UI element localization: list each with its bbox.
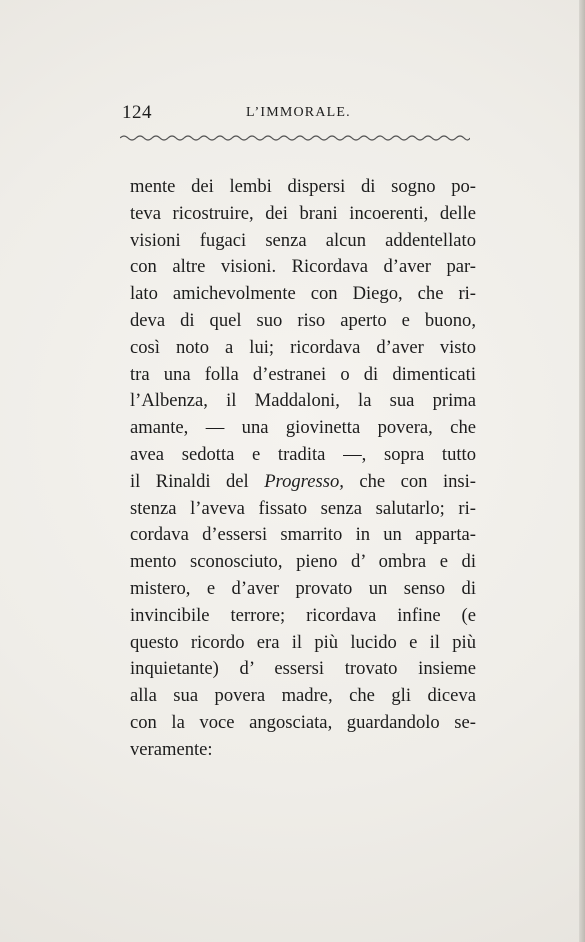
text-line [130,469,476,496]
text-line: cordava d’essersi smarrito in un apparta- [130,524,476,546]
text-line: alla sua povera madre, che gli diceva [130,685,476,707]
page-header [122,102,472,126]
page-number: 124 [122,102,152,123]
text-line: deva di quel suo riso aperto e buono, [130,309,476,331]
text-line: così noto a lui; ricordava d’aver visto [130,336,476,358]
text-segment: il Rinaldi del [130,470,265,492]
text-line: veramente: [130,738,213,760]
text-line: stenza l’aveva fissato senza salutarlo; ri- [130,497,476,519]
page-edge-shadow [579,0,585,942]
text-line: teva ricostruire, dei brani incoerenti, delle [130,202,476,224]
text-line: mento sconosciuto, pieno d’ ombra e di [130,551,476,573]
text-line: inquietante) d’ essersi trovato insieme [130,658,476,680]
body-text [130,174,476,764]
text-line: mistero, e d’aver provato un senso di [130,577,476,599]
text-line: mente dei lembi dispersi di sogno po- [130,176,476,197]
text-line: invincibile terrore; ricordava infine (e [130,604,476,626]
decorative-rule-ornament [120,134,470,142]
text-line: avea sedotta e tradita —, sopra tutto [130,443,476,465]
text-line: l’Albenza, il Maddaloni, la sua prima [130,390,476,412]
italic-title-progresso: Progresso, [264,470,344,492]
text-segment: che con insi- [343,470,476,492]
running-title: L’IMMORALE. [246,105,351,120]
text-line: visioni fugaci senza alcun addentellato [130,229,476,251]
text-line: questo ricordo era il più lucido e il più [130,631,476,653]
text-line: tra una folla d’estranei o di dimenticati [130,363,476,385]
text-line: amante, — una giovinetta povera, che [130,417,476,439]
text-line: con altre visioni. Ricordava d’aver par- [130,256,476,278]
text-line: lato amichevolmente con Diego, che ri- [130,283,476,305]
text-line: con la voce angosciata, guardandolo se- [130,711,476,733]
